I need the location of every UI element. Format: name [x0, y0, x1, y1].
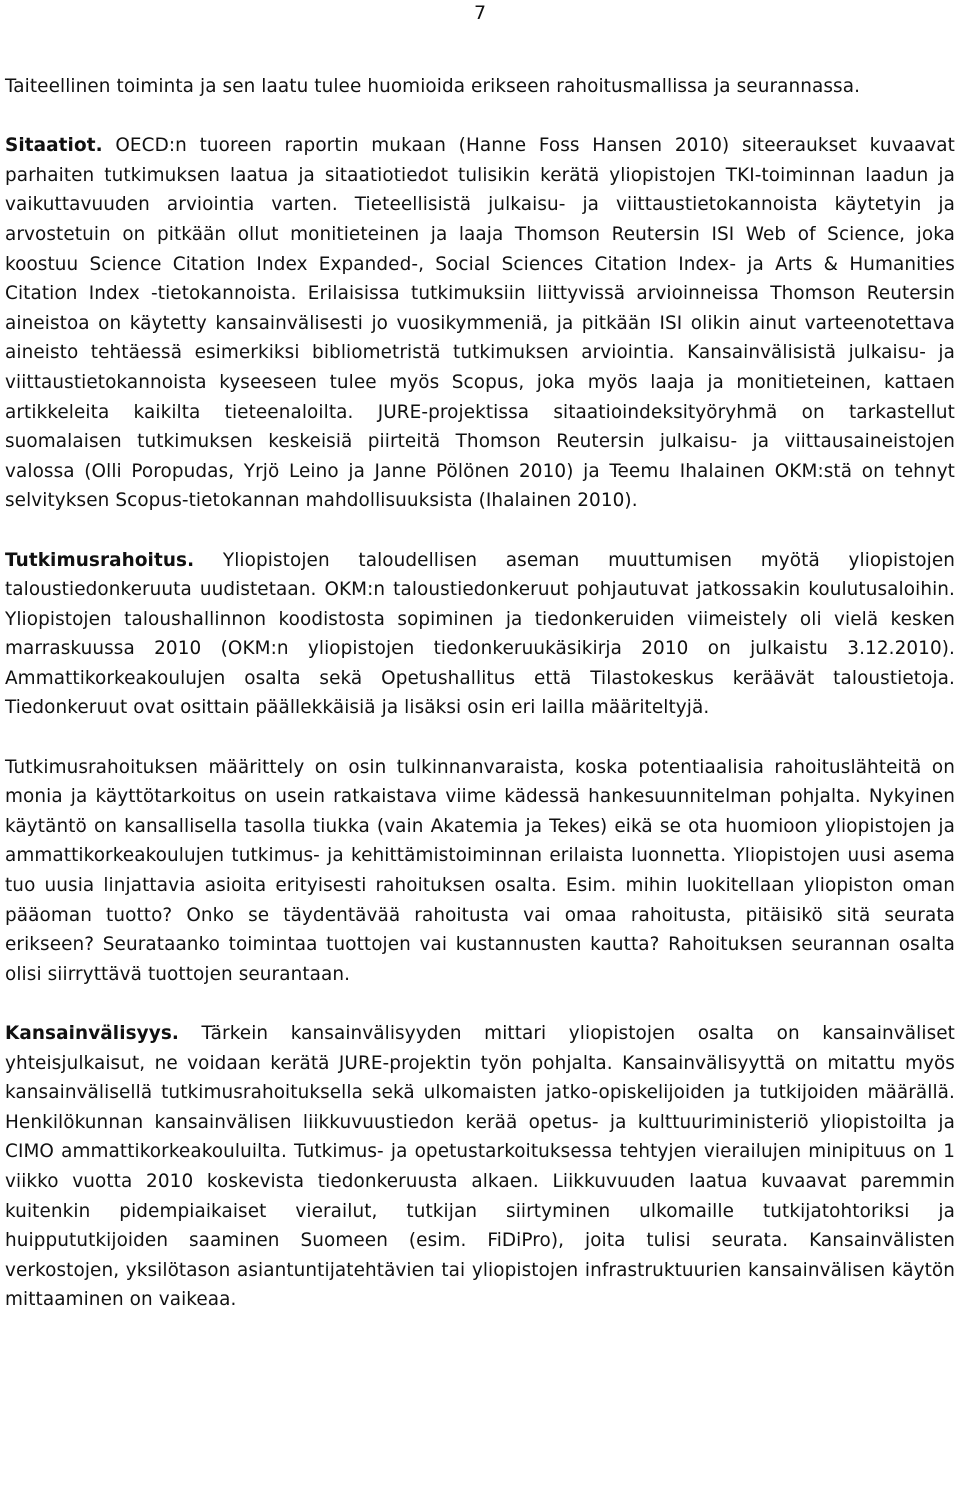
section-heading-internationality: Kansainvälisyys. [5, 1023, 179, 1044]
paragraph-text: Yliopistojen taloudellisen aseman muuttumisen myötä yliopistojen taloustiedonkeruuta uudistetaan. OKM:n taloustiedonkeruut pohjautuvat jatkossakin koulutusaloihin. Yliopistojen taloushallinnon koodistosta sopiminen ja tiedonkeruiden viimeistely oli vielä kesken marraskuussa 2010 (OKM:n yliopistojen tiedonkeruukäsikirja 2010 on julkaistu 3.12.2010). Ammattikorkeakoulujen osalta sekä Opetushallitus että Tilastokeskus keräävät taloustietoja. Tiedonkeruut ovat osittain päällekkäisiä ja lisäksi osin eri lailla määriteltyjä. [5, 549, 955, 719]
paragraph-artistic-activity [5, 72, 955, 102]
paragraph-funding-definition [5, 753, 955, 990]
page-number: 7 [474, 2, 487, 24]
paragraph-text: Tärkein kansainvälisyyden mittari yliopistojen osalta on kansainväliset yhteisjulkaisut, ne voidaan kerätä JURE-projektin työn pohjalta. Kansainvälisyyttä on mitattu myös kansainvälisellä tutkimusrahoituksella sekä ulkomaisten jatko-opiskelijoiden ja tutkijoiden määrällä. Henkilökunnan kansainvälisen liikkuvuustiedon kerää opetus- ja kulttuuriministeriö yliopistoilta ja CIMO ammattikorkeakouluilta. Tutkimus- ja opetustarkoituksessa tehtyjen vierailujen minipituus on 1 viikko vuotta 2010 koskevista tiedonkeruusta alkaen. Liikkuvuuden laatua kuvaavat paremmin kuitenkin pidempiaikaiset vierailut, tutkijan siirtyminen ulkomaille tutkijatohtoriksi ja huippututkijoiden saaminen Suomeen (esim. FiDiPro), joita tulisi seurata. Kansainvälisten verkostojen, yksilötason asiantuntijatehtävien tai yliopistojen infrastruktuurien kansainvälisen käytön mittaaminen on vaikeaa. [5, 1023, 955, 1311]
paragraph-internationality [5, 1019, 955, 1315]
paragraph-spacer [5, 102, 955, 132]
section-heading-research-funding: Tutkimusrahoitus. [5, 549, 195, 571]
paragraph-spacer [5, 516, 955, 546]
paragraph-text: Taiteellinen toiminta ja sen laatu tulee huomioida erikseen rahoitusmallissa ja seurannassa. [5, 76, 861, 97]
paragraph-text: Tutkimusrahoituksen määrittely on osin tulkinnanvaraista, koska potentiaalisia rahoituslähteitä on monia ja käyttötarkoitus on usein ratkaistava viime kädessä hankesuunnitelman pohjalta. Nykyinen käytäntö on kansallisella tasolla tiukka (vain Akatemia ja Tekes) eikä se ota huomioon yliopistojen ja ammattikorkeakoulujen tutkimus- ja kehittämistoiminnan erilaista luonnetta. Yliopistojen uusi asema tuo uusia linjattavia asioita erityisesti rahoituksen osalta. Esim. mihin luokitellaan yliopiston oman pääoman tuotto? Onko se täydentävää rahoitusta vai omaa rahoitusta, pitäisikö sitä seurata erikseen? Seurataanko toimintaa tuottojen vai kustannusten kautta? Rahoituksen seurannan osalta olisi siirryttävä tuottojen seurantaan. [5, 756, 955, 985]
paragraph-citations [5, 131, 955, 516]
paragraph-research-funding [5, 546, 955, 724]
document-body [5, 72, 955, 1315]
section-heading-citations: Sitaatiot. [5, 135, 103, 157]
paragraph-spacer [5, 989, 955, 1019]
paragraph-spacer [5, 723, 955, 753]
paragraph-text: OECD:n tuoreen raportin mukaan (Hanne Foss Hansen 2010) siteeraukset kuvaavat parhaiten tutkimuksen laatua ja sitaatiotiedot tulisikin kerätä yliopistojen TKI-toiminnan laadun ja vaikuttavuuden arviointia varten. Tieteellisistä julkaisu- ja viittaustietokannoista käytetyin ja arvostetuin on pitkään ollut monitieteinen ja laaja Thomson Reutersin ISI Web of Science, joka koostuu Science Citation Index Expanded-, Social Sciences Citation Index- ja Arts & Humanities Citation Index -tietokannoista. Erilaisissa tutkimuksiin liittyvissä arvioinneissa Thomson Reutersin aineistoa on käytetty kansainvälisesti jo vuosikymmeniä, ja pitkään ISI olikin ainut varteenotettava aineisto tehtäessä esimerkiksi bibliometristä tutkimuksen arviointia. Kansainvälisistä julkaisu- ja viittaustietokannoista kyseeseen tulee myös Scopus, joka myös laaja ja monitieteinen, kattaen artikkeleita kaikilta tieteenaloilta. JURE-projektissa sitaatioindeksityöryhmä on tarkastellut suomalaisen tutkimuksen keskeisiä piirteitä Thomson Reutersin julkaisu- ja viittausaineistojen valossa (Olli Poropudas, Yrjö Leino ja Janne Pölönen 2010) ja Teemu Ihalainen OKM:stä on tehnyt selvityksen Scopus-tietokannan mahdollisuuksista (Ihalainen 2010). [5, 135, 955, 512]
